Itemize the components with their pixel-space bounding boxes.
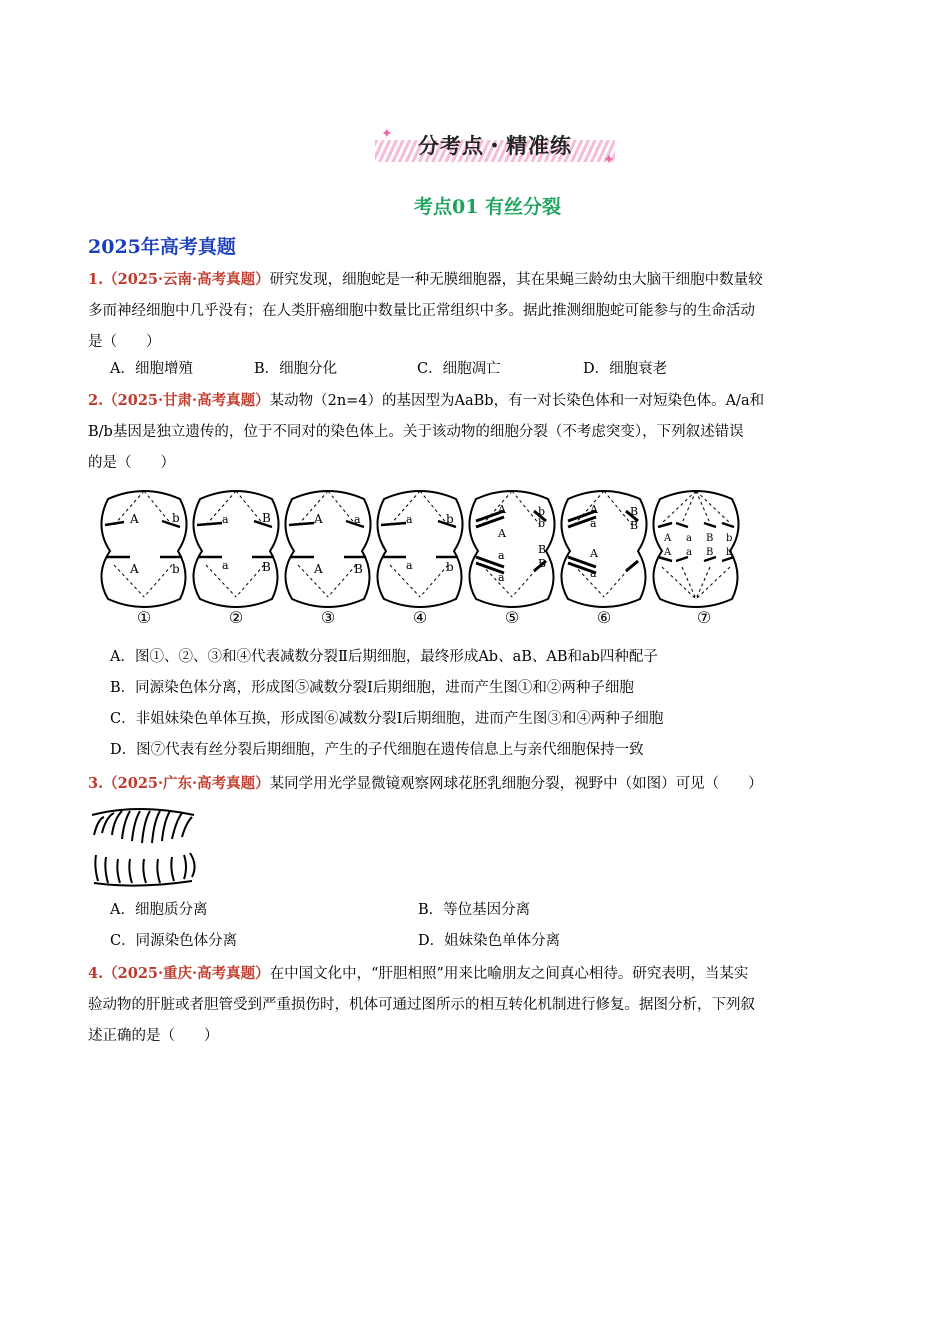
cell-2 [193,491,278,607]
svg-text:B: B [706,547,714,558]
question-number: 1. [88,271,104,288]
option-b[interactable]: B．细胞分化 [254,361,338,377]
question-source-tag: （2025·云南·高考真题） [103,271,270,288]
svg-text:B: B [538,557,547,570]
cell-6 [561,491,646,607]
question-text: 某同学用光学显微镜观察网球花胚乳细胞分裂，视野中（如图）可见（ ） [269,776,763,792]
figure-label-6: ⑥ [596,608,612,627]
svg-text:a: a [498,571,505,584]
cell-5 [469,491,554,607]
cell-7 [653,491,738,607]
sparkle-icon: ✦ [603,152,615,168]
question-text: B/b基因是独立遗传的，位于不同对的染色体上。关于该动物的细胞分裂（不考虑突变），下列叙述错误 [88,424,744,440]
figure-label-3: ③ [320,608,336,627]
option-a[interactable]: A．细胞增殖 [110,361,193,377]
svg-text:A: A [314,512,323,526]
option-c[interactable]: C．同源染色体分离 [110,933,238,949]
svg-text:B: B [538,543,547,556]
question-1 [88,264,868,358]
question-text: 多而神经细胞中几乎没有；在人类肝癌细胞中数量比正常组织中多。据此推测细胞蛇可能参与的生命活动 [88,303,755,319]
svg-text:B: B [630,519,639,532]
svg-text:a: a [354,513,361,526]
question-2 [88,385,868,479]
svg-text:a: a [406,513,413,526]
svg-text:B: B [262,511,271,525]
figure-label-7: ⑦ [696,608,712,627]
svg-text:a: a [222,513,229,526]
svg-text:b: b [726,533,733,544]
question-source-tag: （2025·广东·高考真题） [103,775,270,792]
svg-text:A: A [498,527,506,540]
cell-4 [377,491,462,607]
option-a[interactable]: A．图①、②、③和④代表减数分裂Ⅱ后期细胞，最终形成Ab、aB、AB和ab四种配子 [110,649,658,665]
cell-3 [285,491,370,607]
svg-text:b: b [446,560,454,574]
question-source-tag: （2025·重庆·高考真题） [103,965,270,982]
svg-text:a: a [590,567,597,580]
option-c[interactable]: C．非姐妹染色单体互换，形成图⑥减数分裂Ⅰ后期细胞，进而产生图③和④两种子细胞 [110,711,664,727]
question-text: 是（ ） [88,334,161,350]
svg-text:b: b [172,562,180,576]
question-text: 研究发现，细胞蛇是一种无膜细胞器，其在果蝇三龄幼虫大脑干细胞中数量较 [269,272,763,288]
option-d[interactable]: D．姐妹染色单体分离 [418,933,561,949]
option-d[interactable]: D．图⑦代表有丝分裂后期细胞，产生的子代细胞在遗传信息上与亲代细胞保持一致 [110,742,644,758]
svg-text:b: b [726,547,733,558]
sparkle-icon: ✦ [381,126,393,142]
option-c[interactable]: C．细胞凋亡 [417,361,501,377]
cell-division-figure [98,485,758,635]
section-title: 考点01 有丝分裂 [413,196,562,218]
question-text: 述正确的是（ ） [88,1028,219,1044]
svg-text:A: A [314,562,323,576]
svg-text:a: a [686,547,692,558]
option-a[interactable]: A．细胞质分离 [110,902,208,918]
question-text: 某动物（2n=4）的基因型为AaBb，有一对长染色体和一对短染色体。A/a和 [269,393,765,409]
question-text: 在中国文化中，“肝胆相照”用来比喻朋友之间真心相待。研究表明，当某实 [269,966,749,982]
svg-text:B: B [262,560,271,574]
svg-text:a: a [406,559,413,572]
question-number: 4. [88,965,104,982]
svg-text:A: A [664,533,672,544]
svg-text:A: A [130,562,139,576]
banner-title: 分考点・精准练 [418,134,572,158]
option-b[interactable]: B．等位基因分离 [418,902,531,918]
svg-text:A: A [498,503,506,516]
year-title: 2025年高考真题 [88,236,236,258]
figure-label-4: ④ [412,608,428,627]
question-source-tag: （2025·甘肃·高考真题） [103,392,270,409]
figure-label-1: ① [136,608,152,627]
svg-text:a: a [222,559,229,572]
svg-text:B: B [354,562,363,576]
svg-text:A: A [590,503,598,516]
svg-text:a: a [686,533,692,544]
figure-label-5: ⑤ [504,608,520,627]
question-3 [88,768,868,800]
micrograph-sketch [88,805,200,887]
option-d[interactable]: D．细胞衰老 [583,361,668,377]
question-4 [88,958,868,1052]
question-text: 验动物的肝脏或者胆管受到严重损伤时，机体可通过图所示的相互转化机制进行修复。据图分析，下列叙 [88,997,755,1013]
svg-text:B: B [630,505,639,518]
question-number: 3. [88,775,104,792]
cell-1 [101,491,186,607]
svg-text:a: a [498,549,505,562]
svg-text:b: b [172,511,180,525]
option-b[interactable]: B．同源染色体分离，形成图⑤减数分裂Ⅰ后期细胞，进而产生图①和②两种子细胞 [110,680,634,696]
svg-text:A: A [590,547,598,560]
svg-text:b: b [538,505,546,518]
svg-text:A: A [664,547,672,558]
svg-text:B: B [706,533,714,544]
section-banner [375,126,615,170]
svg-text:a: a [590,517,597,530]
figure-label-2: ② [228,608,244,627]
svg-text:b: b [538,517,546,530]
question-number: 2. [88,392,104,409]
svg-text:A: A [130,512,139,526]
question-text: 的是（ ） [88,455,175,471]
svg-text:b: b [446,512,454,526]
